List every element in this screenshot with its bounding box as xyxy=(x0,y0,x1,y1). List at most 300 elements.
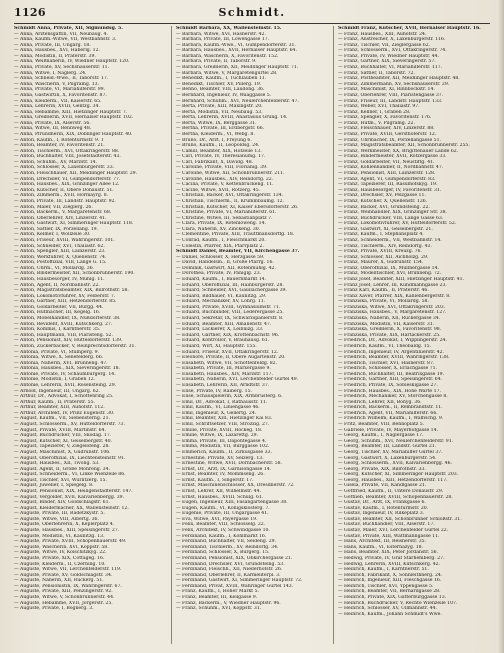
directory-entry: — Felix, Architekt, IV, Schwindgasse 10. xyxy=(176,528,270,534)
directory-entry: — Anton, Friseur, XVIII, Währingerstr. 101. xyxy=(14,237,115,243)
directory-entry: — Georg, Gastwirt, X, Laxenburgerstr. 54. xyxy=(338,455,437,461)
directory-entry: — Caroline, Hausbes., XIV, Reindorfg. 22. xyxy=(176,176,274,182)
directory-entry: — Anton, Schuhm., XV, Märzstr. 14. xyxy=(14,159,98,165)
directory-entry: — Berta, Modistin, VII, Neubaug. 53. xyxy=(176,109,263,115)
page-number: 1126 xyxy=(14,6,46,19)
directory-entry: — Franz, Weinhändler, XIX, Grinzinger Str. 38. xyxy=(338,210,448,216)
directory-entry: — Anton, Bindermeister, XII, Schönbrunnerstr. 190. xyxy=(14,271,135,277)
directory-entry: — Anton, Drechsler, VI, Gumpendorferstr. 77. xyxy=(14,176,121,182)
directory-entry: — Georg, Kutscher, XI, Simmeringer Hauptstr. 203. xyxy=(338,472,459,478)
directory-entry: — Bruno, Dr., Arzt, I, Freyung 6. xyxy=(176,137,252,143)
directory-entry: — Franz, Tapezierer, III, Rasumofskyg. 19. xyxy=(338,182,438,188)
directory-entry: — Gustav, Maler, XVI, Lerchenfelder Gürtel 22. xyxy=(338,528,449,534)
directory-entry: — Anton, Agent, II, Nordbahnstr. 22. xyxy=(14,282,100,288)
directory-entry: — Anna, Private, III, Ungarg. 18. xyxy=(14,42,91,48)
directory-entry: — Anton, Zuckerbäcker, V, Reinprechtsdorferstr. 31. xyxy=(14,343,136,349)
directory-entry: — Anton, Sattler, IX, Porzellang. 19. xyxy=(14,226,99,232)
directory-entry: — August, Tapezierer, V, Ziegelofeng. 28. xyxy=(14,444,110,450)
directory-entry: — Emil, Kaufm., VI, Liniengasse 46. xyxy=(176,405,260,411)
directory-entry: — Franz, Schlosserm., XVI, Ottakringerstr. 74. xyxy=(338,48,447,54)
directory-entry: — Anna, Pfründnerin, XIX, Döblinger Hauptstr. 40. xyxy=(14,131,133,137)
directory-entry: — Franz, Hausbesorger, IV, Favoritenstr. 31. xyxy=(338,187,442,193)
directory-entry: — Franz, Modelltischler, XVI, Brunneng. 72. xyxy=(338,271,442,277)
directory-entry: — Auguste, Modistin, VI, Kaunitzg. 13. xyxy=(14,533,105,539)
directory-entry: — Franz, Kaufm., I, Stephansplatz 4. xyxy=(338,232,424,238)
directory-entry: — Friedrich, Beamter, XVIII, Währingerstr. 138. xyxy=(338,355,450,361)
directory-entry: — Hedwig, Private, IV, Graf Starhemberg. 27. xyxy=(338,555,445,561)
directory-entry: — Franz, Friseur, III, Landstr. Hauptstr. 133. xyxy=(338,98,443,104)
directory-entry: — Barbara, Witwe, V, Margaretengürtel 28. xyxy=(176,70,278,76)
directory-entry: — Dorothea, Private, IV, Paniglg. 23. xyxy=(176,271,262,277)
directory-entry: — Franz, Private, XVIII, Gersthoferstr. 12. xyxy=(338,131,437,137)
directory-entry: — Auguste, Witwe, VIII, Albertg. 36. xyxy=(14,516,99,522)
directory-entry: — Bruno, Kaufm., II, Leopoldsg. 24. xyxy=(176,143,260,149)
directory-entry: — Gottlieb, Beamter, XVIII, Schopenhauerstr. 28. xyxy=(338,494,453,500)
directory-entry: — Antonia, Näherin, XVI, Brunneng. 47. xyxy=(14,360,108,366)
directory-entry: — Elisabeth, Näherin, XVI, Lerchenfelder Gürtel 49. xyxy=(176,377,299,383)
directory-entry: — Eduard, Wirt, XI, Hauptstr. 155. xyxy=(176,343,257,349)
directory-entry: — August, Juwelier, I, Spiegelg. 8. xyxy=(14,483,94,489)
directory-entry: — Franz, Spengler, X, Favoritenstr. 176. xyxy=(338,115,432,121)
directory-entry: — Franz, Kohlenhändler, II, Nordbahnstr. 47. xyxy=(338,165,444,171)
directory-entry: — Auguste, Private, I, Bognerg. 3. xyxy=(14,606,94,612)
directory-entry: — Franz, Werkmeister, XX, Brigittenauer Lände 62. xyxy=(338,148,459,154)
directory-entry: — Eduard, Schneider, XVI, Gaullachergasse 39. xyxy=(176,288,287,294)
directory-entry: — Friedrich, Buchhalter, III, Beatrixgasse 19. xyxy=(338,371,445,377)
directory-entry: — Berta, Private, XIII, Maxingstr. 20. xyxy=(176,104,263,110)
directory-entry: — Anton, Gärtner, XIII, Hetzendorferstr. 85. xyxy=(14,299,117,305)
directory-entry: — Ernst, Dr., Arzt, IX, Garnisongasse 14. xyxy=(176,466,272,472)
directory-entry: — Auguste, Oberlehrerin, X, Keplerplatz 4. xyxy=(14,522,115,528)
directory-entry: — Anton, Magistratsbeamter, XIX, Billrothstr. 58. xyxy=(14,288,129,294)
directory-entry: — August, Private, XVIII, Martinstr. 64. xyxy=(14,427,106,433)
directory-entry: — Daniel, Schlosser, X, Herzgasse 59. xyxy=(176,254,265,260)
directory-entry: — Emil, Ingenieur, X, Gellertg. 24. xyxy=(176,410,257,416)
directory-entry: — Anton, Kutscher, II, Obere Donaustr. 51. xyxy=(14,187,114,193)
directory-entry: — Anton, Kommis, I, Kärntnerstr. 35. xyxy=(14,327,101,333)
directory-entry: — Christian, Bäcker, XVI, Ottakringerstr. 134. xyxy=(176,193,284,199)
directory-entry: — Gustav, Ingenieur, IV, Rilkeplatz 3. xyxy=(338,511,425,517)
directory-entry: — Auguste, Wäscherin, XVI, Koppstr. 58. xyxy=(14,544,109,550)
directory-entry: — Ernst, Hausbes., XVIII, Schulg. 61. xyxy=(176,494,264,500)
directory-entry: — Franz, Schlosser, XII, Aichholzg. 29. xyxy=(338,254,429,260)
directory-entry: — Elisabeth, Private, III, Marxergasse 9. xyxy=(176,366,271,372)
directory-entry: — Barbara, Private, III, Löwengasse 17. xyxy=(176,37,270,43)
directory-entry: — Anna, Weißnäherin, IV, Wiedner Hauptstr. 120. xyxy=(14,59,130,65)
directory-entry: — Auguste, Hausbes., XIII, Speisingerstr. 27. xyxy=(14,528,120,534)
directory-entry: — Felix, Beamter, VIII, Schlösselg. 22. xyxy=(176,522,266,528)
directory-entry: — Anton, Tischlerm., XVI, Ottakringerstr. 88. xyxy=(14,148,120,154)
directory-entry: — Franz, Kutscher, X, Quellenstr. 126. xyxy=(338,198,428,204)
directory-entry: — Friedrich, Agent, VII, Mariahilferstr. 66. xyxy=(338,410,438,416)
directory-entry: — Anna, Private, IX, Alserstr. 56. xyxy=(14,120,91,126)
directory-entry: — Anna, Kleiderm., VII, Kaiserstr. 65. xyxy=(14,98,102,104)
directory-entry: — Barbara, Greißlerin, XII, Meidlinger Hauptstr. 71. xyxy=(176,65,299,71)
directory-entry: — Anton, Schlosser, X, Laxenburgerstr. 33. xyxy=(14,165,115,171)
directory-entry: — Franz, Bäcker, XVI, Grundsteing. 22. xyxy=(338,204,430,210)
page-header xyxy=(14,6,490,22)
directory-entry: — Auguste, Private, XV, Goldschlagstr. 34. xyxy=(14,572,113,578)
column-1 xyxy=(14,26,166,644)
directory-entry: — Anna, Lehrerin, XVIII, Gentzg. 34. xyxy=(14,104,100,110)
directory-entry: — Eleonore, Private, II, Obere Augartenstr. 20. xyxy=(176,355,286,361)
directory-entry: — Carl, Private, IV, Theresianumg. 17. xyxy=(176,154,266,160)
directory-entry: — Anna, Private, XV, Sechshauserstr. 11. xyxy=(14,65,110,71)
directory-entry: — Christine, Witwe, III, Sebastianplatz 7. xyxy=(176,215,273,221)
directory-entry: — Barbara, Hausbes., XVII, Hernalser Hauptstr. 64. xyxy=(176,48,297,54)
directory-entry: — Ferdinand, Buchhalter, VII, Seideng. 29. xyxy=(176,539,277,545)
directory-entry: — August, Vergolder, XVII, Kalvarienbergg. 39. xyxy=(14,494,125,500)
directory-entry: — Caroline, Witwe, XII, Schönbrunnerstr. 211. xyxy=(176,171,285,177)
directory-entry: — August, Binder, XIV, Goldschlagstr. 61. xyxy=(14,500,110,506)
directory-entry: — Friedrich, Bäckerm., II, Rembrandtstr. 11. xyxy=(338,405,443,411)
directory-entry: — Anton, Lokomotivführer, XV, Felberstr. 7. xyxy=(14,293,116,299)
directory-entry: — Franz, Hausbes., XIII, Auhofstr. 24. xyxy=(338,31,427,37)
directory-entry: — Berta, Lehrerin, XVIII, Anastasius Grüng. 14. xyxy=(176,115,288,121)
directory-entry: — Anton, Buchhalter, VIII, Josefstädterstr. 43. xyxy=(14,154,121,160)
directory-entry: — Anton, Hutmacher, III, Kegelg. 16. xyxy=(14,310,101,316)
directory-entry: — Heinrich, Private, XIX, Gatterburggasse 13. xyxy=(338,594,447,600)
directory-entry: — August, Oberoffizial, IX, Liechtensteinstr. 91. xyxy=(14,455,126,461)
directory-entry: — Anton, Hausbes., XIX, Grinzinger Allee 12. xyxy=(14,182,120,188)
directory-columns xyxy=(14,26,490,644)
directory-entry: — Ferdinand, Oberlehrer, II, Karmeliterpl. 3. xyxy=(176,572,281,578)
directory-entry: — Eugen, Ingenieur, XIII, Fasangartengasse 38. xyxy=(176,500,288,506)
directory-entry: — August, Pensionist, XIX, Heiligenstädterstr. 147. xyxy=(14,488,133,494)
directory-entry: — Cäcilie, Witwe, XVII, Rötzerg. 45. xyxy=(176,187,261,193)
directory-entry: — Heinrich, Beamter, VII, Bernardgasse 28. xyxy=(338,589,441,595)
directory-entry: — August, Buchdrucker, VIII, Skodag. 17. xyxy=(14,433,112,439)
directory-entry: — Arthur, Dr., Advokat, I, Schottenring 25. xyxy=(14,394,114,400)
directory-entry: — Ferdinand, Drechsler, XVI, Grundsteing. 53. xyxy=(176,561,285,567)
directory-entry: — August, Maschinist, X, Gudrunstr. 106. xyxy=(14,449,111,455)
directory-entry: — Emil, Dr., Advokat, I, Rathausstr. 11. xyxy=(176,399,268,405)
directory-entry: — Anton, Private, III, Landstr. Hauptstr. 92. xyxy=(14,198,116,204)
directory-entry: — Gabriele, Private, IV, Mayerhofgasse 14. xyxy=(338,427,438,433)
directory-entry: — Elisabeth, Witwe, VII, Schottenfeldg. 82. xyxy=(176,360,278,366)
directory-entry: — Eduard, Kaufm., I, Bauernmarkt 14. xyxy=(176,277,267,283)
header-rule xyxy=(14,23,490,24)
directory-entry: — Ernst, Maschinenschlosser, XX, Dresdnerstr. 72. xyxy=(176,483,295,489)
directory-entry: — Franz, Pensionist, XIII, Lainzerstr. 128. xyxy=(338,171,436,177)
directory-entry: — Anton, Kellner, I, Wollzeile 30. xyxy=(14,232,91,238)
directory-entry: — Franz, Anstreicher, X, Laxenburgerstr. 116. xyxy=(338,37,446,43)
directory-entry: — August, Kaufm., VII, Siebensterng. 21. xyxy=(14,416,110,422)
directory-entry: — Anton, Pensionist, XIV, Hütteldorferstr. 139. xyxy=(14,338,123,344)
directory-entry: — Benedikt, Tischler, XV, Pillerg. 19. xyxy=(176,81,262,87)
directory-entry: Schmidt Daniel, Beamter, VII, Kirchengasse 37. xyxy=(176,249,300,255)
directory-entry: — Camill, Beamter, XIX, Hofzeile 13. xyxy=(176,148,262,154)
directory-entry: — Ernst, Kaufm., I, Singerstr. 17. xyxy=(176,477,254,483)
directory-entry: — Franziska, Näherin, XII, Ruckergasse 34. xyxy=(338,316,441,322)
directory-entry: — Franziska, Modistin, VII, Kaiserstr. 31. xyxy=(338,321,435,327)
directory-entry: — Hedwig, Lehrerin, XVIII, Kutschkerg. 42. xyxy=(338,561,441,567)
directory-entry: — Auguste, Private, III, Radetzkystr. 5. xyxy=(14,511,105,517)
directory-entry: — Anton, Hauptmann, VIII, Piaristeng. 52. xyxy=(14,332,113,338)
directory-entry: — Dominik, Gastwirt, XII, Rotenmühlg. 42. xyxy=(176,265,276,271)
directory-entry: — Ferdinand, Privat, XVIII, Währinger Gürtel 143. xyxy=(176,583,294,589)
directory-entry: — Benedikt, Kaufm., I, Tuchlauben 11. xyxy=(176,76,267,82)
directory-entry: — Franz, Kellner, I, Graben 28. xyxy=(338,109,411,115)
directory-entry: — Eva, Witwe, XVI, Payergasse 19. xyxy=(176,516,258,522)
directory-entry: — Clara, Private, IX, Rotenlöweng. 14. xyxy=(176,221,266,227)
directory-entry: — Heinrich, Kaufm., I, Kärntnerstr. 51. xyxy=(338,567,429,573)
directory-entry: Schmidt Franz, Kutscher, XVII, Hernalser Hauptstr. 16. xyxy=(338,26,481,31)
directory-entry: — Franz Josef, Lehrer, III, Kundmanngasse 23. xyxy=(338,282,447,288)
directory-entry: — Christine, Private, VI, Mariahilferstr. 61. xyxy=(176,210,277,216)
directory-entry: — Ernestine, Private, XV, Selzerg. 13. xyxy=(176,455,264,461)
directory-entry: — Anton, Maler, VII, Zieglerg. 26. xyxy=(14,204,93,210)
directory-entry: — Anna, Witwe, III, Rennweg 48. xyxy=(14,126,92,132)
directory-entry: — Elise, Private, IV, Rainerg. 15. xyxy=(176,388,252,394)
directory-entry: — Auguste, Private, XIX, Cottageg. 16. xyxy=(14,555,105,561)
directory-entry: — Franz Josef, Beamter, XIII, Hietzinger Hauptstr. 41. xyxy=(338,277,464,283)
directory-entry: — Antonie, Lehrerin, XVII, Rosensteing. 29. xyxy=(14,383,117,388)
directory-entry: — Hans, Kaufm., VI, Esterházyg. 18. xyxy=(338,544,424,550)
directory-entry: — Gustav, Kaufm., I, Rotenturmstr. 20. xyxy=(338,505,429,511)
directory-entry: — Franziska, Hausbes., V, Margaretenstr. 127. xyxy=(338,310,447,316)
directory-entry: — Heinrich, Fabrikant, X, Sonnleithnerg. 24. xyxy=(338,572,443,578)
directory-entry: — Franz, Buchhalter, VI, Mariahilferstr. 117. xyxy=(338,65,443,71)
directory-entry: — Franz, Sattler, II, Taborstr. 72. xyxy=(338,70,415,76)
directory-entry: — Emma, Modistin, VII, Burggasse 102. xyxy=(176,444,270,450)
directory-entry: — August, Tischler, XVI, Wurlitzerg. 15. xyxy=(14,477,107,483)
directory-entry: — Elise, Schauspielerin, XIX, Armbrusterg. 6. xyxy=(176,394,283,400)
directory-entry: — Anton, Fleischhauer, XII, Meidlinger Hauptstr. 29. xyxy=(14,171,138,177)
directory-entry: — Franziska, Greißlerin, X, Favoritenstr. 98. xyxy=(338,327,442,333)
directory-entry: — Emmerich, Kaufm., II, Zirkusgasse 33. xyxy=(176,449,272,455)
directory-entry: — Franz Karl, Kaufm., II, Praterstr. 46. xyxy=(338,288,429,294)
directory-entry: — Ferdinand, Kaufm., I, Kohlmarkt 16. xyxy=(176,533,267,539)
directory-entry: — Anna, Gastwirtin, X, Favoritenstr. 87. xyxy=(14,92,107,98)
directory-entry: — Heinrich, Buchdrucker, V, Rechte Wienzeile 107. xyxy=(338,600,458,606)
directory-entry: Schmidt Anna, Private, XII, Sigmundsg. 5. xyxy=(14,26,123,31)
directory-entry: — Ernestine, Witwe, XVII, Dornbacherstr. 58. xyxy=(176,461,283,467)
directory-entry: — Emil, Schriftsetzer, VIII, Strozzig. 27. xyxy=(176,422,270,428)
directory-entry: — Franz, Weber, XVI, Thaliastr. 97. xyxy=(338,104,420,110)
directory-entry: — Antonie, Private, IV, Schaumburgerg. 14. xyxy=(14,371,116,377)
directory-entry: — Georg, Hausbes., XIII, Hetzendorferstr. 117. xyxy=(338,477,448,483)
directory-entry: — Anton, Bäckerm., V, Margaretenstr. 68. xyxy=(14,210,112,216)
directory-entry: — Franz, Lokomotivführer, XV, Hütteldorferstr. 52. xyxy=(338,221,457,227)
directory-entry: — Franz, Goldarbeiter, VII, Neustiftg. 41. xyxy=(338,159,435,165)
directory-entry: — Eugenie, Private, III, Ungargasse 41. xyxy=(176,511,269,517)
directory-entry: — Friedrich Wilhelm, Kaufm., I, Walfischg. 9. xyxy=(338,416,444,422)
directory-entry: — Franz, Private, IV, Wiedner Hauptstr. 44. xyxy=(338,53,440,59)
directory-entry: — Antonia, Hausbes., XIX, Sieveringerstr. 18. xyxy=(14,366,121,372)
directory-entry: — Cäcilia, Private, V, Kettenbrückeng. 11. xyxy=(176,182,274,188)
directory-entry: — Anton, Spengler, XIII, Lainzerstr. 23. xyxy=(14,249,106,255)
directory-entry: — Anna, Hausbes., XVI, Haberlg. 12. xyxy=(14,48,100,54)
directory-entry: — Auguste, Witwe, VII, Lerchenfelderstr. 119. xyxy=(14,567,122,573)
directory-entry: — Eduard, Bildhauer, VI, Kaunitzg. 29. xyxy=(176,293,267,299)
directory-entry: — Franz, Oberlehrer, VIII, Piaristengasse 37. xyxy=(338,92,444,98)
directory-entry: — Franz, Oberoffizial, IX, Müllnergasse 14. xyxy=(338,265,439,271)
directory-entry: — Conrad, Kaufm., I, Fleischmarkt 20. xyxy=(176,237,266,243)
directory-entry: — Bertha, Private, III, Erdbergstr. 66. xyxy=(176,126,265,132)
directory-entry: — Friedrich, Kaufm., VI, Theobaldg. 15. xyxy=(338,343,432,349)
directory-entry: — Bernhard, Schuhm., XVI, Neulerchenfelderstr. 47. xyxy=(176,98,299,104)
directory-entry: — Heinrich, Tischler, XVI, Yppengasse 5. xyxy=(338,583,434,589)
directory-entry: — Elisabeth, Hausbes., XIV, Märzstr. 117. xyxy=(176,371,273,377)
directory-entry: — Clementine, Private, XIII, Trauttmansdorffg. 18. xyxy=(176,232,295,238)
directory-entry: — Friedrich, Tischler, XVI, Hasnerstr. 87. xyxy=(338,360,435,366)
directory-entry: — Franz, Tischler, VII, Zieglergasse 62. xyxy=(338,42,431,48)
directory-entry: — Emma, Private, III, Dapontegasse 4. xyxy=(176,438,267,444)
directory-entry: — Eduard, Buchbinder, VIII, Lederergasse 25. xyxy=(176,310,284,316)
directory-entry: — Anton, Werkführer, X, Quellenstr. 74. xyxy=(14,254,107,260)
directory-entry: — Friedrich, Private, IX, Sobieskigasse 27. xyxy=(338,383,438,388)
directory-entry: — Franz, Tischlerm., XIV, Reindorfg. 43. xyxy=(338,243,432,249)
directory-entry: — Emilie, Witwe, IX, Lazarettg. 29. xyxy=(176,433,259,439)
directory-entry: — Ernst, Beamter, IV, Mommseng. 26. xyxy=(176,472,265,478)
directory-entry: — Georg, Kaufm., I, Naglergasse 17. xyxy=(338,433,424,439)
directory-entry: — Anna, Witwe, I, Naglerg. 24. xyxy=(14,70,87,76)
directory-entry: — Anna, Private, VI, Mariahilferstr. 99. xyxy=(14,87,106,93)
directory-entry: — Bernhard, Ingenieur, IV, Waaggasse 5. xyxy=(176,92,272,98)
directory-entry: — Auguste, Private, XIII, Penzingerstr. 92. xyxy=(14,589,113,595)
directory-entry: — Friedrich, Dr., Advokat, I, Wipplingerstr. 24. xyxy=(338,338,447,344)
directory-entry: — Anton, Postoffizial, VIII, Lange G. 15. xyxy=(14,260,107,266)
directory-entry: — Franz, Fleischhauer, XIV, Linzerstr. 88. xyxy=(338,126,435,132)
directory-entry: — Franz, Uhrmacher, IX, Porzellangasse 51. xyxy=(338,137,441,143)
directory-entry: — Elisabeth, Lehrerin, XII, Arndtstr. 37. xyxy=(176,383,270,388)
directory-entry: — Anton, Kaufm., I, Rotenturmstr. 9. T xyxy=(14,137,104,143)
directory-entry: — Auguste, Private, XVIII, Schopenhauerstr. 49. xyxy=(14,539,127,545)
directory-entry: — Eduard, Oberoffizial, III, Hainburgerstr. 28. xyxy=(176,282,284,288)
directory-entry: — Georg, Private, XIX, Billrothstr. 33. xyxy=(338,466,426,472)
directory-entry: — Ferdinand, Tischlerm., XV, Reindorfg. 34. xyxy=(176,544,279,550)
directory-entry: — Anna, Kaufm.-Witwe, VII, Westbahnstr. 3. xyxy=(14,37,117,43)
directory-entry: — Heinrich, Schlosser, XV, Ullmannstr. 44. xyxy=(338,606,437,612)
scan-edge-shadow xyxy=(498,0,504,653)
directory-entry: — Auguste, Witwe, V, Schönbrunnerstr. 44. xyxy=(14,594,115,600)
column-2 xyxy=(171,26,328,644)
directory-entry: — Auguste, Hebamme, XVII, Jörgerstr. 25. xyxy=(14,600,113,606)
directory-entry: — Anton, Schneider, XVI, Thaliastr. 62. xyxy=(14,243,105,249)
directory-entry: — Eduard, Mechaniker, XV, Löhrg. 11. xyxy=(176,299,266,305)
directory-entry: — Cölestin, Pfarrer, XIX, Pfarrplatz 2. xyxy=(176,243,264,249)
directory-entry: — Christian, Tischlerm., II, Krummbaumg. 12. xyxy=(176,198,285,204)
directory-entry: — Franz Xaver, Pfarrer, XIX, Kahlenbergerstr. 8. xyxy=(338,293,451,299)
directory-entry: — August, Schlosserm., XV, Hütteldorferstr. 73. xyxy=(14,422,125,428)
directory-entry: — Franziska, Private, VI, Mollardg. 58. xyxy=(338,299,429,305)
directory-entry: — Berta, Witwe, IX, Berggasse 31. xyxy=(176,120,257,126)
directory-entry: — Hans, Architekt, III, Reisnerstr. 35. xyxy=(338,539,427,545)
directory-entry: — Antonia, Private, VI, Stumperg. 9. xyxy=(14,349,100,355)
directory-entry: — Franz, Kaufm., I, Hoher Markt 5. xyxy=(176,589,259,595)
directory-entry: — Anton, Oberlehrer, XIV, Linzerstr. 41. xyxy=(14,215,107,221)
directory-entry: — Anton, Uhrm., VI, Mollardg. 36. xyxy=(14,265,95,271)
directory-entry: — Heinrich, Kaufm., Johann Schmidt's Wwe. xyxy=(338,611,442,617)
directory-entry: — Franz, Gärtner, XIX, Sieveringerstr. 57. xyxy=(338,59,436,65)
directory-entry: — Franz, Schuhm., XVI, Koppstr. 31. xyxy=(176,606,262,612)
directory-entry: — Eduard, Gärtner, XIX, Krottenbachstr. 96. xyxy=(176,332,280,338)
directory-entry: — Anton, Beamter, IV, Favoritenstr. 21. xyxy=(14,143,105,149)
directory-entry: — Georg, Schlosserm., XVII, Kalvarienbergg. 46. xyxy=(338,461,452,467)
directory-entry: — Heinrich, Ingenieur, XIII, Fleschgasse 16. xyxy=(338,578,442,584)
directory-entry: — Auguste, Witwe, IV, Kolschitzkyg. 22. xyxy=(14,550,107,556)
directory-entry: — Franz, Hutm., V, Pilgramg. 22. xyxy=(338,120,415,126)
directory-entry: — Georg, Tischler, XV, Mariahilfer Gürtel 37. xyxy=(338,449,443,455)
directory-entry: — Anna, Wäscherin, V, Pilgramg. 13. xyxy=(14,81,100,87)
directory-entry: — August, Schneiderm., VI, Linke Wienzeile 86. xyxy=(14,472,126,478)
directory-entry: — Friedrich, Hausbes., XIX, Hohe Warte 17. xyxy=(338,388,441,394)
directory-entry: — Eduard, Kontrollor, V, Bräuhausg. 61. xyxy=(176,338,270,344)
directory-entry: — Barbara, Private, II, Taborstr. 9. xyxy=(176,59,257,65)
directory-entry: — Georg, Beamter, III, Landstr. Gürtel 21. xyxy=(338,444,437,450)
directory-entry: — Franz, Bäckerm., V, Wiedner Hauptstr. 96. xyxy=(176,600,281,606)
directory-entry: — Bertha, Kleiderm., VI, Webg. 8. xyxy=(176,131,255,137)
directory-entry: — Christian, Kutscher, XI, Kaiser Ebersdorferstr. 26. xyxy=(176,204,299,210)
column-3 xyxy=(333,26,490,644)
directory-entry: — Franz, Maschinist, XI, Rinnböckstr. 14. xyxy=(338,87,435,93)
directory-entry: — Friedrich, Ingenieur, IV, Argentinierstr. 42. xyxy=(338,349,444,355)
directory-entry: — Fritz, Beamter, VIII, Bennoplatz 5. xyxy=(338,422,425,428)
directory-entry: — Clara, Näherin, XV, Zinckeng. 30. xyxy=(176,226,261,232)
directory-entry: — Ferdinand, Gastwirt, XI, Simmeringer Hauptstr. 72. xyxy=(176,578,303,584)
directory-entry: — Arthur, Beamter, XIII, Auhofstr. 112. xyxy=(14,405,105,411)
directory-entry: — Anton, Zimmerm., XVII, Hormayrg. 8. xyxy=(14,193,109,199)
directory-entry: — Caroline, Private, VIII, Florianig. 39. xyxy=(176,165,268,171)
directory-entry: — Arthur, Architekt, IV, Prinz Eugenstr. 30. xyxy=(14,410,115,416)
directory-entry: — Ferdinand, Fleischh., XII, Niederhofstr. 26. xyxy=(176,567,283,573)
directory-entry: — Antonia, Witwe, X, Senefelderg. 66. xyxy=(14,355,104,361)
directory-entry: — Anton, Gastwirt, XI, Simmeringer Hauptstr. 118. xyxy=(14,221,134,227)
directory-entry: — Gustav, Beamter, XII, Schönbrunner Schloßstr. 31. xyxy=(338,516,462,522)
directory-entry: — Anton, Goldarbeiter, VII, Burgg. 44. xyxy=(14,304,104,310)
directory-entry: — Anna, Schneid.-Wwe., II, Taborstr. 17. xyxy=(14,76,109,82)
directory-entry: — Franziska, Private, XIX, Hartäckerstr. 25. xyxy=(338,332,441,338)
directory-entry: — Franz, Drechsler, XV, Pelzgasse 11. xyxy=(338,193,426,199)
directory-entry: — Franz, Buchdrucker, VIII, Lange Gasse 63. xyxy=(338,215,444,221)
directory-entry: — Franziska, Witwe, XVI, Ottakringerstr. 203. xyxy=(338,304,446,310)
running-head: Schmidt. xyxy=(218,6,286,19)
directory-entry: — Franz, Private, XVIII, Kreuzg. 76. xyxy=(338,249,422,255)
directory-entry: — Anna, Hebamme, XIII, Hietzinger Hauptstr. 7. xyxy=(14,109,128,115)
directory-entry: — Anna, Greißlerin, XVII, Hernalser Hauptstr. 102. xyxy=(14,115,134,121)
directory-entry: — August, Kleidermacher, XX, Wallensteinstr. 12. xyxy=(14,505,129,511)
directory-entry: — Gustav, Private, XIII, Wattmanngasse 11. xyxy=(338,533,440,539)
directory-entry: — Eduard, Sekretär, IX, Schwarzspanierstr. 8. xyxy=(176,316,284,322)
directory-entry: — Friedrich, Lehrer, XII, Bonyg. 36. xyxy=(338,399,422,405)
directory-entry: — Friedrich, Mechaniker, XV, Storchengasse 8. xyxy=(338,394,448,400)
directory-entry: — Georg, Schuhm., XVI, Neulerchenfelderstr. 91. xyxy=(338,438,454,444)
directory-entry: — Anton, Revident, XVIII, Kutschkerg. 27. xyxy=(14,321,113,327)
directory-entry: — Friedrich, Schlosser, X, Erlachgasse 71. xyxy=(338,366,437,372)
directory-entry: — Eugen, Kaufm., VI, Königsklosterg. 7. xyxy=(176,505,270,511)
directory-entry: — Gottfried, Kaufm., II, Untere Donaustr. 29. xyxy=(338,488,444,494)
directory-entry: — Gisela, Private, VII, Kandlgasse 21. xyxy=(338,483,427,489)
directory-entry: Schmidt Barbara, XX, Wallensteinstr. 15. xyxy=(176,26,282,31)
directory-entry: — August, Kutscher, XI, Geiselbergstr. 40. xyxy=(14,438,113,444)
directory-entry: — Anna, Modistin, II, Praterstr. 39. xyxy=(14,53,96,59)
directory-entry: — Ferdinand, Pensionist, XIX, Obkirchergasse 21. xyxy=(176,555,293,561)
directory-entry: — Eduard, Friseur, XVII, Ottakringerstr. 12. xyxy=(176,349,279,355)
directory-entry: — Arnold, Ingenieur, III, Ungarg. 62. xyxy=(14,388,101,394)
directory-entry: — Auguste, Näherin, XII, Ruckerg. 51. xyxy=(14,578,104,584)
directory-entry: — David, Handelsm., II, Große Pfarrg. 16. xyxy=(176,260,274,266)
directory-entry: — Barbara, Wäscherin, X, Favoritenstr. 152. xyxy=(176,53,279,59)
directory-entry: — Franz, Maurer, X, Gudrunstr. 154. xyxy=(338,260,424,266)
directory-entry: — Franz, Postbeamter, XII, Meidlinger Hauptstr. 48. xyxy=(338,76,460,82)
directory-entry: — Barbara, Kaufm.-Wwe., VI, Gumpendorferstr. 31. xyxy=(176,42,296,48)
directory-entry: — Eduard, Lackierer, X, Leibnizg. 33. xyxy=(176,327,264,333)
directory-entry: — Gustav, Dr., Arzt, IX, Frankgasse 6. xyxy=(338,500,426,506)
directory-entry: — Ernst, Lehrer, XII, Wilhelmstr. 44. xyxy=(176,488,261,494)
directory-entry: — Ferdinand, Schlosser, X, Bürgerg. 15. xyxy=(176,550,270,556)
directory-entry: — Eduard, Private, XVIII, Gymnasiumstr. 71. xyxy=(176,304,281,310)
